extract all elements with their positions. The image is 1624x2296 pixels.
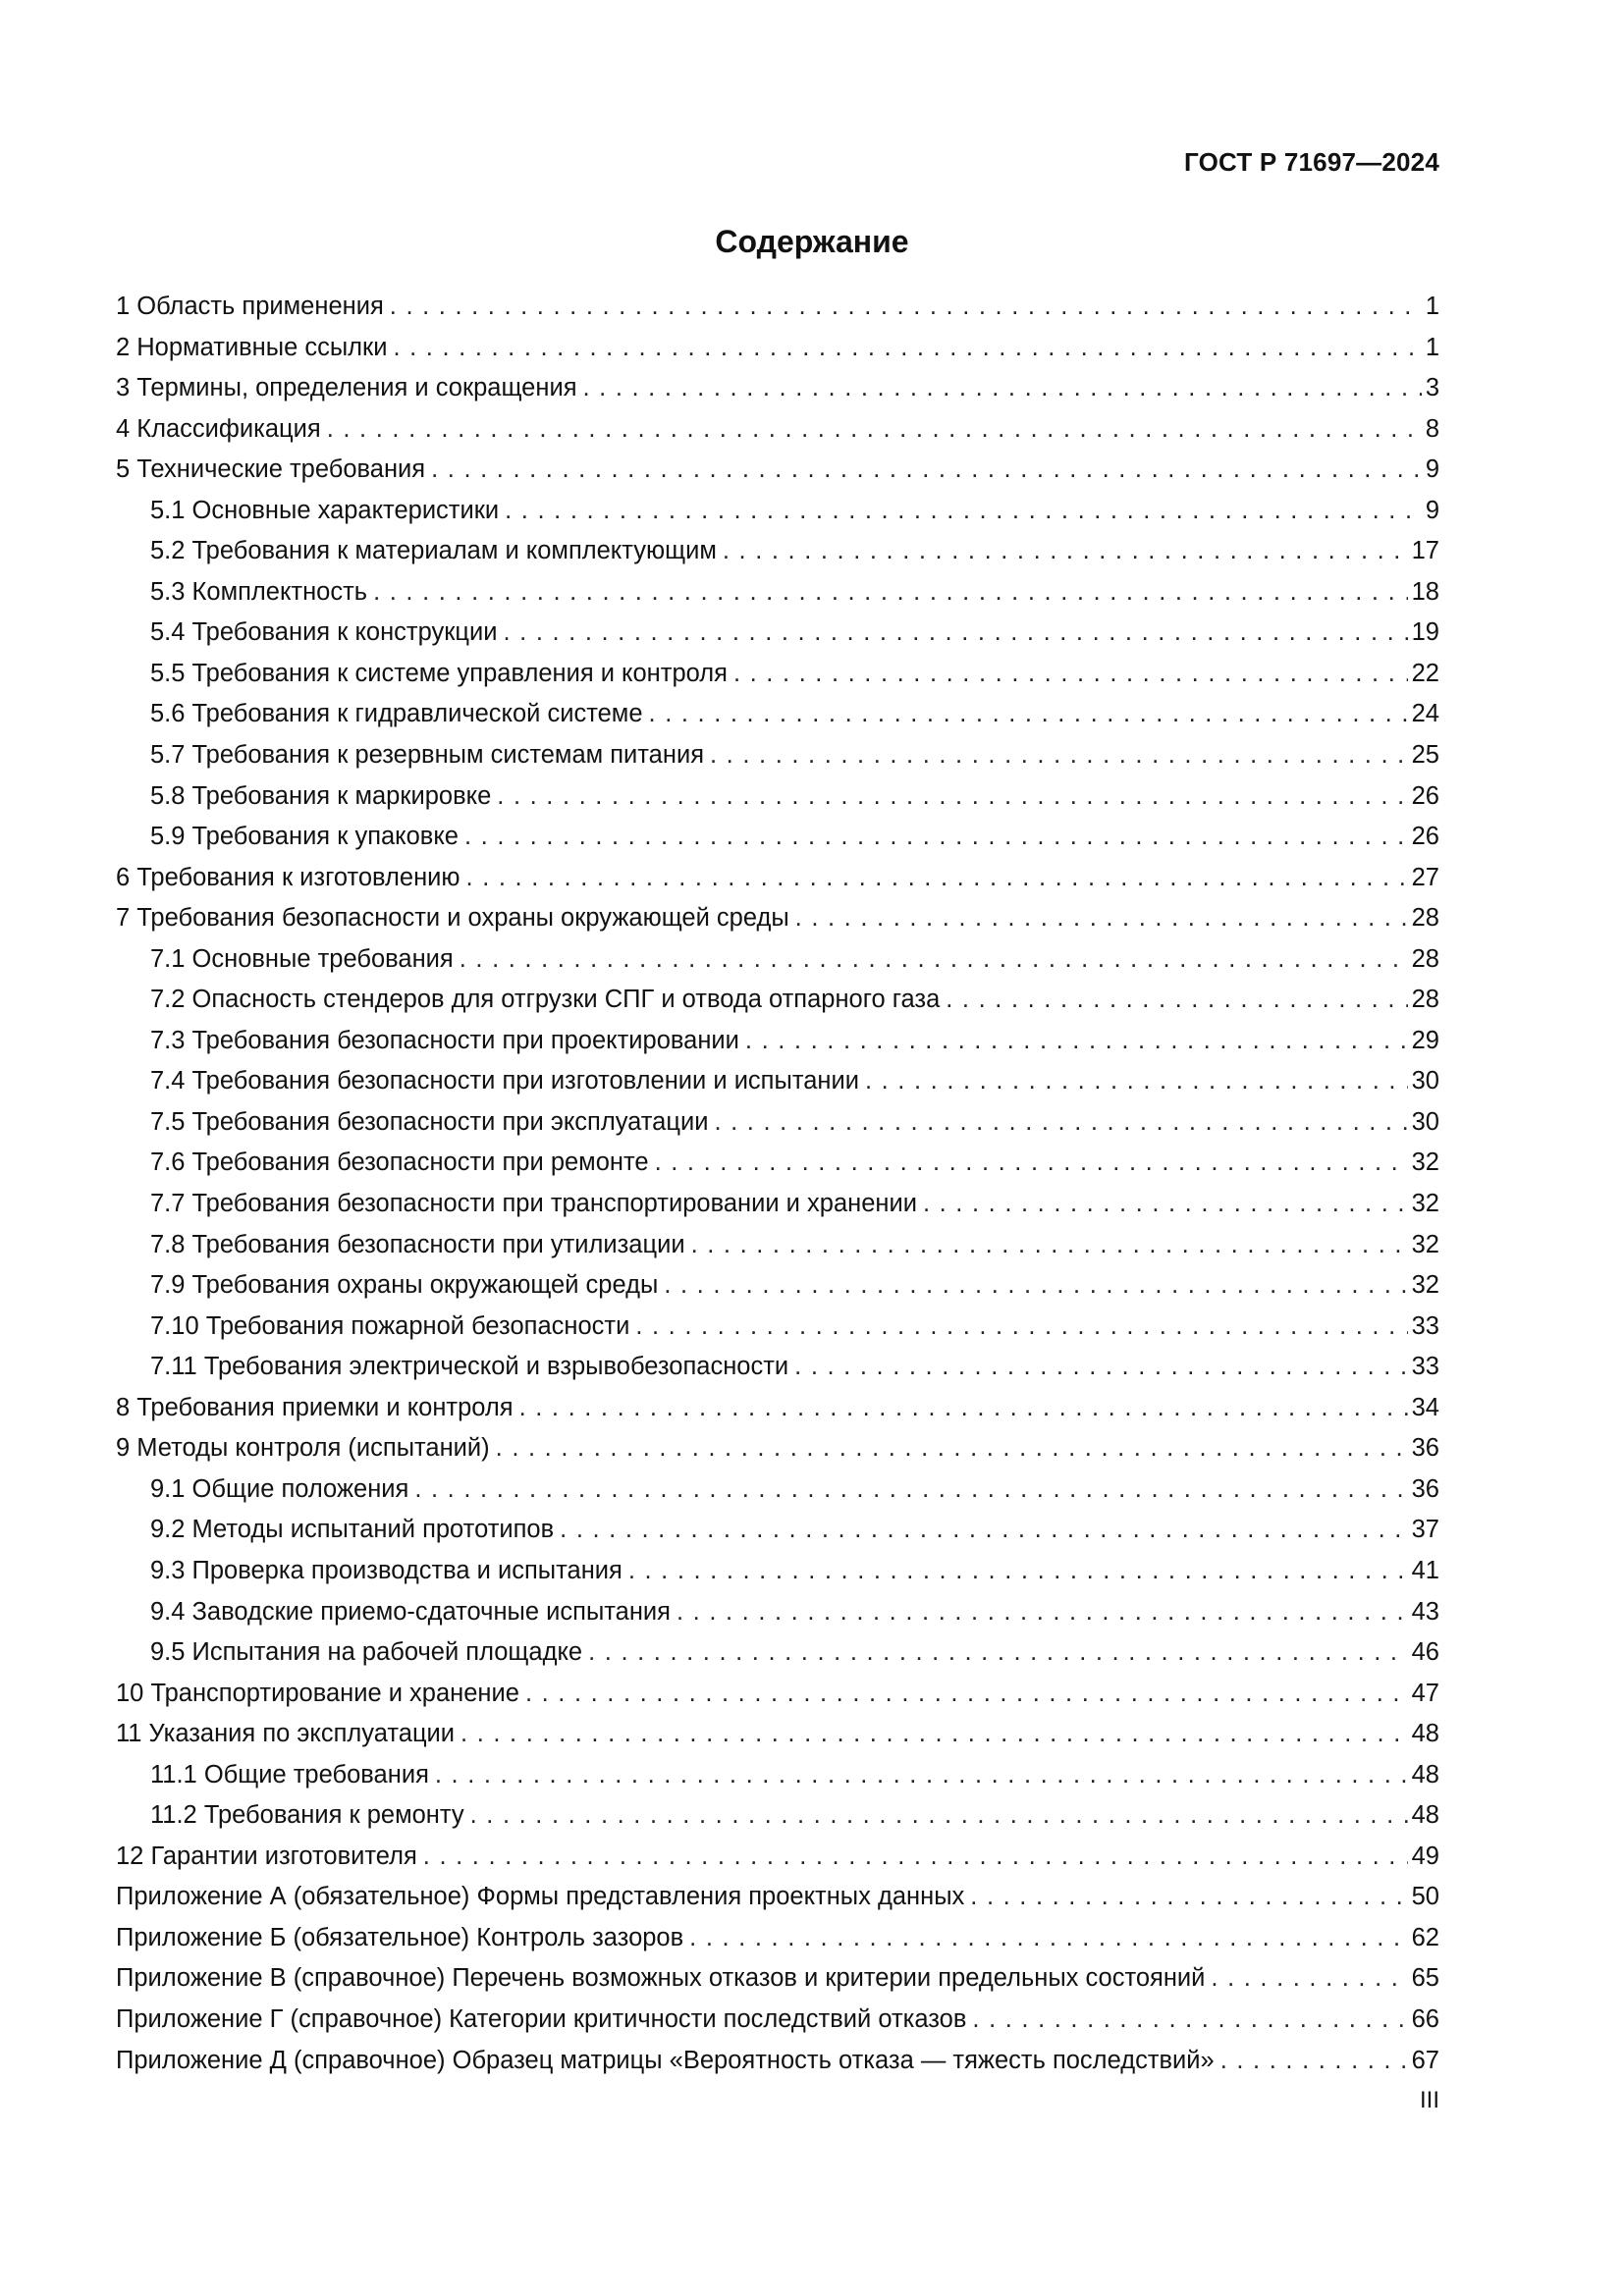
toc-entry-title: 7 Требования безопасности и охраны окружающей среды [116, 904, 789, 933]
toc-entry[interactable] [116, 1837, 1439, 1878]
toc-entry-title: 7.7 Требования безопасности при транспортировании и хранении [150, 1190, 917, 1218]
toc-entry-page: 48 [1411, 1801, 1439, 1830]
toc-entry-page: 32 [1411, 1148, 1439, 1177]
toc-dot-leader [714, 1102, 1407, 1144]
toc-dot-leader [635, 1307, 1407, 1348]
toc-dot-leader [733, 654, 1408, 695]
toc-dot-leader [649, 694, 1408, 735]
toc-entry-page: 22 [1411, 659, 1439, 687]
toc-entry-page: 48 [1411, 1760, 1439, 1789]
toc-entry[interactable] [116, 450, 1439, 491]
toc-entry-title: 7.1 Основные требования [150, 944, 454, 973]
toc-dot-leader [390, 287, 1422, 328]
toc-dot-leader [525, 1674, 1408, 1715]
table-of-contents [116, 287, 1439, 2081]
toc-entry[interactable] [116, 491, 1439, 532]
toc-entry-page: 33 [1411, 1353, 1439, 1381]
toc-entry[interactable] [116, 1510, 1439, 1551]
toc-dot-leader [373, 572, 1408, 614]
toc-entry-title: 5.9 Требования к упаковке [150, 823, 459, 851]
toc-entry[interactable] [116, 368, 1439, 409]
toc-dot-leader [794, 1347, 1407, 1388]
toc-entry[interactable] [116, 409, 1439, 451]
toc-entry-title: 5.8 Требования к маркировке [150, 781, 492, 810]
toc-entry-page: 33 [1411, 1311, 1439, 1340]
toc-entry[interactable] [116, 980, 1439, 1021]
toc-entry-title: 7.3 Требования безопасности при проектировании [150, 1026, 739, 1054]
toc-entry-page: 30 [1411, 1107, 1439, 1136]
toc-dot-leader [628, 1551, 1408, 1592]
toc-entry-title: Приложение А (обязательное) Формы представления проектных данных [116, 1883, 965, 1911]
toc-entry-title: 2 Нормативные ссылки [116, 333, 388, 361]
toc-dot-leader [723, 531, 1408, 572]
toc-entry[interactable] [116, 1347, 1439, 1388]
toc-dot-leader [414, 1469, 1407, 1511]
toc-entry[interactable] [116, 1143, 1439, 1184]
toc-entry[interactable] [116, 1958, 1439, 2000]
toc-entry[interactable] [116, 1632, 1439, 1674]
toc-dot-leader [710, 735, 1408, 776]
toc-entry-title: 9.5 Испытания на рабочей площадке [150, 1638, 583, 1667]
toc-entry-page: 50 [1411, 1883, 1439, 1911]
toc-dot-leader [505, 491, 1422, 532]
toc-entry-title: 7.5 Требования безопасности при эксплуатации [150, 1107, 709, 1136]
toc-entry-title: 7.2 Опасность стендеров для отгрузки СПГ и отвода отпарного газа [150, 986, 941, 1014]
toc-entry-page: 37 [1411, 1516, 1439, 1544]
toc-entry-title: 9.1 Общие положения [150, 1474, 409, 1503]
toc-entry-page: 32 [1411, 1271, 1439, 1300]
toc-entry-page: 17 [1411, 537, 1439, 565]
toc-entry-page: 26 [1411, 781, 1439, 810]
toc-entry[interactable] [116, 613, 1439, 654]
toc-dot-leader [795, 898, 1408, 939]
toc-entry-title: 7.11 Требования электрической и взрывобезопасности [150, 1353, 789, 1381]
toc-entry-page: 9 [1425, 496, 1439, 524]
toc-entry[interactable] [116, 654, 1439, 695]
toc-entry-page: 1 [1425, 293, 1439, 320]
toc-entry-page: 29 [1411, 1026, 1439, 1054]
toc-entry-title: 5.2 Требования к материалам и комплектующим [150, 537, 717, 565]
toc-entry[interactable] [116, 735, 1439, 776]
toc-entry[interactable] [116, 1469, 1439, 1511]
toc-dot-leader [1211, 1958, 1407, 2000]
toc-entry-title: 5.7 Требования к резервным системам питания [150, 741, 705, 770]
toc-entry[interactable] [116, 898, 1439, 939]
toc-entry-page: 47 [1411, 1679, 1439, 1707]
toc-entry-page: 36 [1411, 1474, 1439, 1503]
toc-entry-title: Приложение Б (обязательное) Контроль зазоров [116, 1923, 684, 1951]
toc-entry-page: 3 [1425, 374, 1439, 402]
toc-entry[interactable] [116, 1795, 1439, 1837]
toc-entry-title: 7.9 Требования охраны окружающей среды [150, 1271, 659, 1300]
toc-entry-title: 9.3 Проверка производства и испытания [150, 1556, 623, 1584]
toc-entry-page: 41 [1411, 1556, 1439, 1584]
toc-entry-title: 9.4 Заводские приемо-сдаточные испытания [150, 1597, 671, 1626]
toc-dot-leader [560, 1510, 1407, 1551]
toc-entry[interactable] [116, 1877, 1439, 1918]
toc-entry-title: 3 Термины, определения и сокращения [116, 374, 577, 402]
toc-entry[interactable] [116, 328, 1439, 369]
toc-entry[interactable] [116, 1102, 1439, 1144]
toc-dot-leader [327, 409, 1422, 451]
toc-entry-page: 28 [1411, 944, 1439, 973]
toc-entry-page: 34 [1411, 1393, 1439, 1421]
toc-dot-leader [435, 1755, 1408, 1796]
toc-entry[interactable] [116, 817, 1439, 858]
toc-entry-page: 19 [1411, 618, 1439, 647]
toc-entry[interactable] [116, 694, 1439, 735]
toc-entry[interactable] [116, 1184, 1439, 1225]
page-title: Содержание [715, 224, 909, 259]
toc-entry-page: 43 [1411, 1597, 1439, 1626]
toc-dot-leader [1220, 2041, 1408, 2082]
toc-entry[interactable] [116, 1225, 1439, 1266]
toc-entry-page: 24 [1411, 700, 1439, 728]
toc-entry[interactable] [116, 1021, 1439, 1062]
toc-dot-leader [677, 1592, 1408, 1633]
toc-entry[interactable] [116, 1265, 1439, 1307]
toc-entry-title: 4 Классификация [116, 414, 321, 443]
toc-dot-leader [946, 980, 1407, 1021]
toc-entry-page: 27 [1411, 863, 1439, 891]
toc-dot-leader [503, 613, 1407, 654]
toc-dot-leader [496, 1428, 1408, 1469]
toc-entry-title: 5.6 Требования к гидравлической системе [150, 700, 643, 728]
toc-entry-page: 26 [1411, 823, 1439, 851]
toc-dot-leader [466, 858, 1408, 899]
toc-entry-title: 9.2 Методы испытаний прототипов [150, 1516, 555, 1544]
toc-dot-leader [497, 776, 1407, 818]
toc-entry-title: 10 Транспортирование и хранение [116, 1679, 519, 1707]
document-id-header: ГОСТ Р 71697—2024 [1184, 147, 1439, 177]
toc-entry-title: 8 Требования приемки и контроля [116, 1393, 514, 1421]
toc-dot-leader [689, 1918, 1407, 1959]
toc-dot-leader [588, 1632, 1408, 1674]
toc-entry[interactable] [116, 1755, 1439, 1796]
toc-entry-title: 5.3 Комплектность [150, 577, 368, 606]
toc-entry-title: Приложение Д (справочное) Образец матрицы «Вероятность отказа — тяжесть последствий» [116, 2046, 1215, 2074]
toc-dot-leader [460, 939, 1408, 981]
toc-entry[interactable] [116, 939, 1439, 981]
toc-entry[interactable] [116, 2000, 1439, 2041]
toc-entry-title: 5 Технические требования [116, 455, 426, 484]
toc-dot-leader [431, 450, 1422, 491]
toc-dot-leader [470, 1795, 1408, 1837]
toc-entry-page: 18 [1411, 577, 1439, 606]
toc-entry-title: 1 Область применения [116, 293, 384, 320]
toc-entry-page: 67 [1411, 2046, 1439, 2074]
toc-entry-page: 30 [1411, 1067, 1439, 1095]
toc-entry-page: 48 [1411, 1720, 1439, 1748]
toc-entry-page: 9 [1425, 455, 1439, 484]
toc-entry-page: 28 [1411, 904, 1439, 933]
toc-entry-title: Приложение Г (справочное) Категории критичности последствий отказов [116, 2004, 967, 2033]
toc-entry-title: 5.4 Требования к конструкции [150, 618, 498, 647]
toc-entry[interactable] [116, 531, 1439, 572]
toc-entry[interactable] [116, 858, 1439, 899]
toc-dot-leader [970, 1877, 1407, 1918]
toc-entry-title: 7.4 Требования безопасности при изготовлении и испытании [150, 1067, 859, 1095]
toc-dot-leader [464, 817, 1408, 858]
toc-entry-title: 7.6 Требования безопасности при ремонте [150, 1148, 649, 1177]
toc-entry-title: 12 Гарантии изготовителя [116, 1842, 417, 1870]
toc-entry-title: 5.1 Основные характеристики [150, 496, 500, 524]
toc-dot-leader [519, 1388, 1408, 1429]
toc-entry-page: 36 [1411, 1434, 1439, 1463]
toc-entry[interactable] [116, 1061, 1439, 1102]
page-number: III [1419, 2087, 1439, 2113]
toc-dot-leader [655, 1143, 1408, 1184]
toc-entry[interactable] [116, 1307, 1439, 1348]
toc-entry-page: 32 [1411, 1190, 1439, 1218]
toc-dot-leader [460, 1714, 1408, 1755]
toc-entry[interactable] [116, 572, 1439, 614]
toc-entry[interactable] [116, 1674, 1439, 1715]
toc-entry-title: 9 Методы контроля (испытаний) [116, 1434, 490, 1463]
toc-entry-page: 46 [1411, 1638, 1439, 1667]
toc-entry-page: 62 [1411, 1923, 1439, 1951]
toc-entry-title: 11.2 Требования к ремонту [150, 1801, 464, 1830]
toc-entry-title: 7.8 Требования безопасности при утилизации [150, 1230, 685, 1258]
toc-entry[interactable] [116, 1592, 1439, 1633]
toc-entry[interactable] [116, 1551, 1439, 1592]
toc-dot-leader [664, 1265, 1407, 1307]
toc-entry-page: 28 [1411, 986, 1439, 1014]
toc-entry-page: 25 [1411, 741, 1439, 770]
toc-entry-page: 66 [1411, 2004, 1439, 2033]
toc-dot-leader [691, 1225, 1408, 1266]
toc-entry-page: 65 [1411, 1964, 1439, 1993]
toc-entry[interactable] [116, 776, 1439, 818]
toc-entry[interactable] [116, 287, 1439, 328]
toc-entry-title: 11 Указания по эксплуатации [116, 1720, 456, 1748]
toc-entry-title: 7.10 Требования пожарной безопасности [150, 1311, 630, 1340]
toc-entry[interactable] [116, 1388, 1439, 1429]
toc-dot-leader [972, 2000, 1407, 2041]
toc-dot-leader [745, 1021, 1408, 1062]
toc-dot-leader [923, 1184, 1408, 1225]
toc-entry-page: 49 [1411, 1842, 1439, 1870]
toc-entry[interactable] [116, 2041, 1439, 2082]
toc-entry-page: 32 [1411, 1230, 1439, 1258]
toc-entry[interactable] [116, 1918, 1439, 1959]
toc-entry-title: 6 Требования к изготовлению [116, 863, 460, 891]
toc-entry[interactable] [116, 1428, 1439, 1469]
toc-dot-leader [865, 1061, 1408, 1102]
toc-dot-leader [393, 328, 1421, 369]
toc-entry-title: 11.1 Общие требования [150, 1760, 429, 1789]
toc-entry[interactable] [116, 1714, 1439, 1755]
toc-entry-page: 8 [1425, 414, 1439, 443]
toc-dot-leader [583, 368, 1422, 409]
toc-entry-title: 5.5 Требования к системе управления и контроля [150, 659, 728, 687]
toc-entry-page: 1 [1425, 333, 1439, 361]
toc-dot-leader [423, 1837, 1408, 1878]
toc-entry-title: Приложение В (справочное) Перечень возможных отказов и критерии предельных состояний [116, 1964, 1206, 1993]
